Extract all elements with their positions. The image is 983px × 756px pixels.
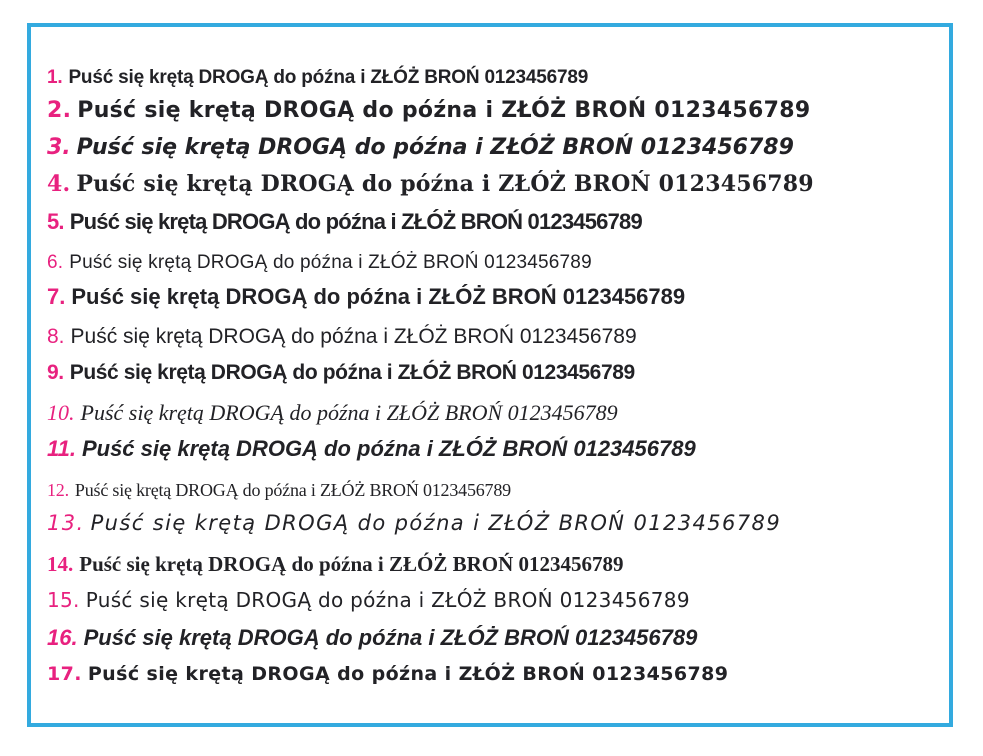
sample-text: Puść się krętą DROGĄ do późna i ZŁÓŻ BROŃ 0123456789 [74, 480, 511, 500]
font-sample-row [47, 173, 814, 195]
sample-text: Puść się krętą DROGĄ do późna i ZŁÓŻ BROŃ 0123456789 [77, 98, 811, 123]
font-sample-row [47, 481, 511, 499]
font-sample-row [47, 554, 624, 575]
sample-number: 14. [47, 552, 74, 576]
font-sample-row [47, 590, 690, 610]
font-sample-row [47, 402, 618, 424]
sample-text: Puść się krętą DROGĄ do późna i ZŁÓŻ BROŃ 0123456789 [81, 436, 696, 461]
sample-number: 12. [47, 480, 69, 500]
sample-number: 4. [47, 171, 71, 197]
sample-text: Puść się krętą DROGĄ do późna i ZŁÓŻ BROŃ 0123456789 [90, 511, 782, 535]
font-sample-row [47, 100, 810, 122]
sample-text: Puść się krętą DROGĄ do późna i ZŁÓŻ BROŃ 0123456789 [83, 625, 698, 650]
font-sample-row [47, 665, 728, 684]
sample-text: Puść się krętą DROGĄ do późna i ZŁÓŻ BROŃ 0123456789 [85, 588, 690, 612]
sample-number: 1. [47, 67, 63, 88]
sample-text: Puść się krętą DROGĄ do późna i ZŁÓŻ BROŃ 0123456789 [71, 284, 686, 309]
sample-text: Puść się krętą DROGĄ do późna i ZŁÓŻ BROŃ 0123456789 [79, 552, 624, 576]
sample-number: 16. [47, 625, 78, 650]
sample-text: Puść się krętą DROGĄ do późna i ZŁÓŻ BROŃ 0123456789 [70, 325, 637, 348]
sample-number: 9. [47, 361, 64, 384]
sample-text: Puść się krętą DROGĄ do późna i ZŁÓŻ BROŃ 0123456789 [80, 400, 618, 425]
sample-number: 3. [47, 135, 71, 160]
font-sample-row [47, 253, 592, 272]
font-sample-row [47, 438, 696, 460]
font-sample-row [47, 326, 637, 347]
font-sample-row [47, 137, 794, 159]
font-sample-row [47, 286, 685, 308]
sample-text: Puść się krętą DROGĄ do późna i ZŁÓŻ BROŃ 0123456789 [69, 209, 642, 234]
sample-number: 7. [47, 284, 66, 309]
sample-text: Puść się krętą DROGĄ do późna i ZŁÓŻ BROŃ 0123456789 [76, 171, 814, 197]
font-sample-row [47, 362, 635, 383]
sample-number: 8. [47, 325, 65, 348]
sample-text: Puść się krętą DROGĄ do późna i ZŁÓŻ BROŃ 0123456789 [76, 135, 794, 160]
font-sample-row [47, 627, 697, 649]
sample-number: 10. [47, 400, 75, 425]
sample-number: 2. [47, 98, 72, 123]
font-sample-row [47, 513, 781, 534]
sample-text: Puść się krętą DROGĄ do późna i ZŁÓŻ BROŃ 0123456789 [68, 67, 589, 88]
sample-text: Puść się krętą DROGĄ do późna i ZŁÓŻ BROŃ 0123456789 [87, 663, 729, 685]
sample-number: 11. [47, 436, 76, 461]
font-sample-row [47, 211, 642, 233]
sample-number: 5. [47, 209, 64, 234]
sample-number: 17. [47, 663, 82, 685]
sample-number: 13. [47, 511, 85, 535]
sample-number: 6. [47, 252, 64, 273]
font-sample-row [47, 68, 588, 87]
sample-text: Puść się krętą DROGĄ do późna i ZŁÓŻ BROŃ 0123456789 [69, 361, 635, 384]
sample-text: Puść się krętą DROGĄ do późna i ZŁÓŻ BROŃ 0123456789 [69, 252, 592, 273]
sample-number: 15. [47, 588, 80, 612]
